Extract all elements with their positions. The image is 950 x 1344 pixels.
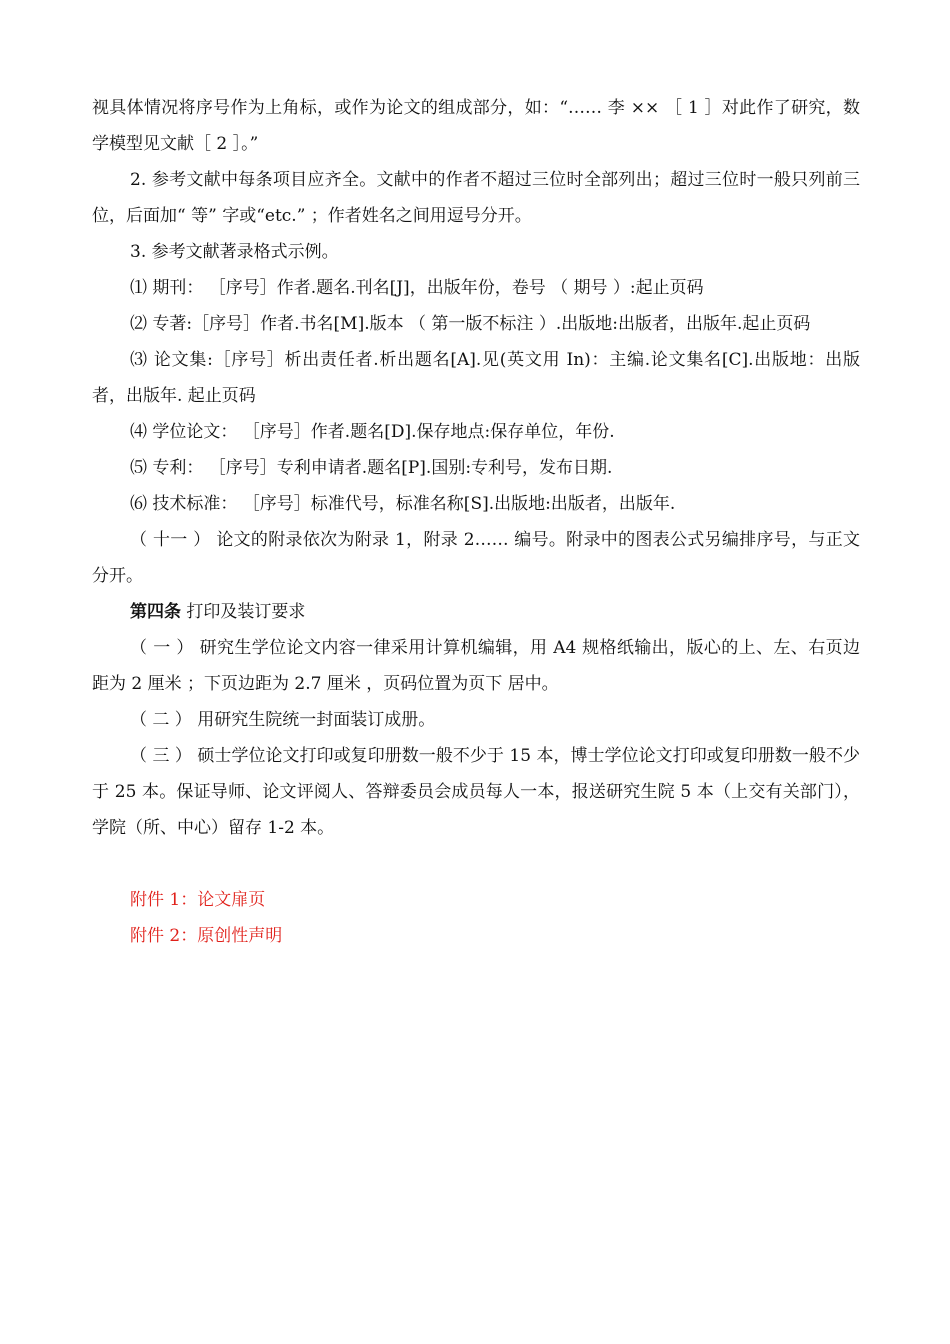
reference-format-thesis: ⑷ 学位论文： ［序号］作者.题名[D].保存地点:保存单位，年份. <box>130 422 615 442</box>
reference-format-journal: ⑴ 期刊： ［序号］作者.题名.刊名[J]，出版年份，卷号 （ 期号 ）:起止页码 <box>130 278 704 298</box>
article-four-heading-line <box>92 594 860 630</box>
reference-format-patent: ⑸ 专利： ［序号］专利申请者.题名[P].国别:专利号，发布日期. <box>130 458 613 478</box>
paragraph-binding: （ 二 ） 用研究生院统一封面装订成册。 <box>130 710 436 730</box>
reference-format-monograph: ⑵ 专著:［序号］作者.书名[M].版本 （ 第一版不标注 ）.出版地:出版者，出版年.起止页码 <box>130 314 811 334</box>
spacer <box>92 846 860 882</box>
paragraph-appendix: （ 十一 ） 论文的附录依次为附录 1，附录 2…… 编号。附录中的图表公式另编排序号，与正文分开。 <box>92 530 860 586</box>
paragraph-copies: （ 三 ） 硕士学位论文打印或复印册数一般不少于 15 本，博士学位论文打印或复印册数一般不少于 25 本。保证导师、论文评阅人、答辩委员会成员每人一本，报送研究生院 5 本（上交有关部门），学院（所、中心）留存 1-2 本。 <box>92 746 860 838</box>
attachment-1-link: 附件 1：论文扉页 <box>130 890 266 910</box>
paragraph-reference-completeness: 2. 参考文献中每条项目应齐全。文献中的作者不超过三位时全部列出；超过三位时一般只列前三位，后面加“ 等” 字或“etc.” ；作者姓名之间用逗号分开。 <box>92 170 860 226</box>
document-page <box>92 90 860 954</box>
reference-format-standard: ⑹ 技术标准： ［序号］标准代号，标准名称[S].出版地:出版者，出版年. <box>130 494 676 514</box>
article-four-title: 打印及装订要求 <box>181 602 306 622</box>
paragraph-citation-format: 视具体情况将序号作为上角标，或作为论文的组成部分，如：“…… 李 ×× ［ 1 ］对此作了研究，数学模型见文献［ 2 ］。” <box>92 98 860 154</box>
paragraph-print-format: （ 一 ） 研究生学位论文内容一律采用计算机编辑，用 A4 规格纸输出，版心的上、左、右页边距为 2 厘米 ；下页边距为 2.7 厘米 ，页码位置为页下 居中。 <box>92 638 860 694</box>
attachment-2-link: 附件 2：原创性声明 <box>130 926 283 946</box>
reference-format-proceedings: ⑶ 论文集:［序号］析出责任者.析出题名[A].见(英文用 In)：主编.论文集名[C].出版地：出版者，出版年. 起止页码 <box>92 350 860 406</box>
paragraph-reference-examples: 3. 参考文献著录格式示例。 <box>130 242 339 262</box>
article-four-label: 第四条 <box>130 602 181 622</box>
